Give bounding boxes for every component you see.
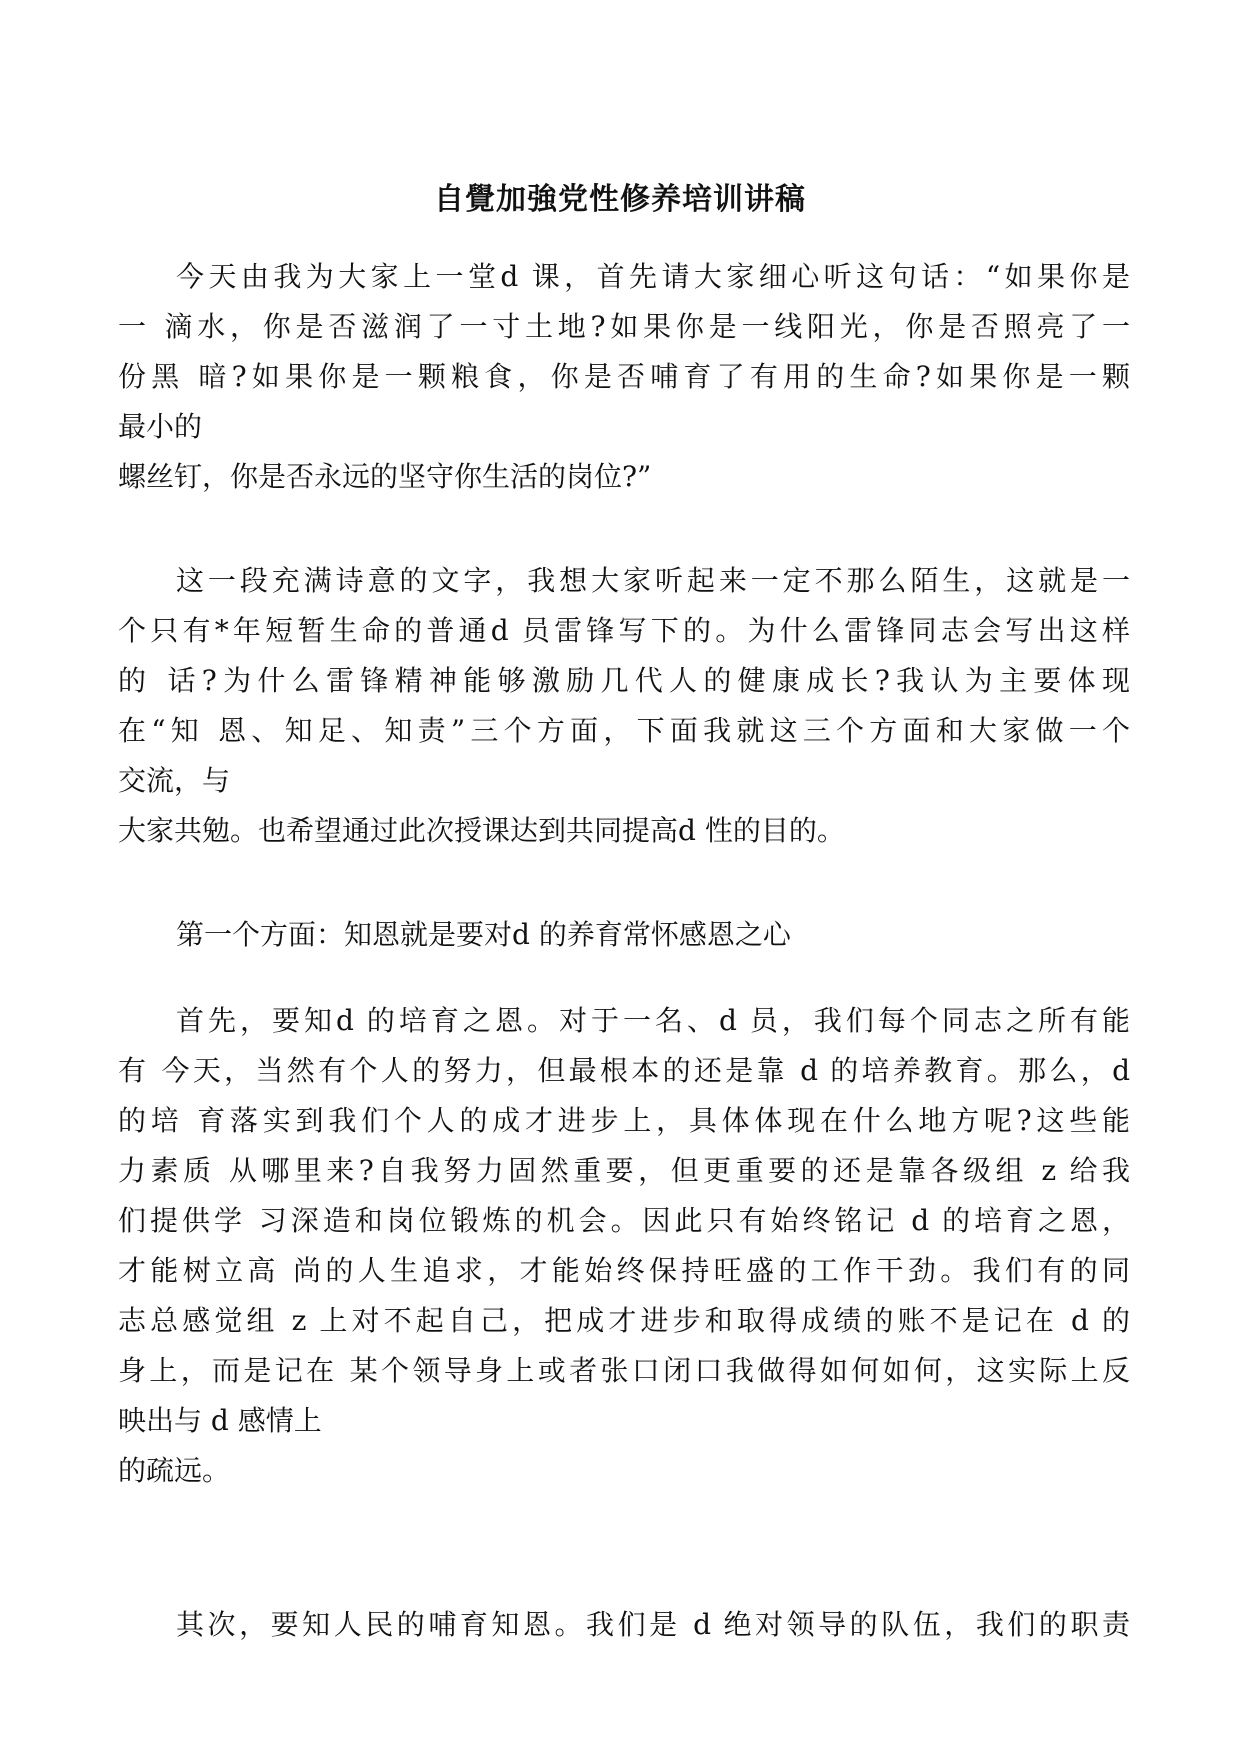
text-line: 映出与 d 感情上 xyxy=(118,1404,322,1437)
paragraph-party-cultivation xyxy=(118,996,1130,1496)
text-line: 个只有*年短暂生命的普通d 员雷锋写下的。为什么雷锋同志会写出这样 xyxy=(118,614,1130,647)
text-line: 其次，要知人民的哺育知恩。我们是 d 绝对领导的队伍，我们的职责 xyxy=(176,1608,1130,1641)
text-line: 第一个方面：知恩就是要对d 的养育常怀感恩之心 xyxy=(176,918,791,951)
paragraph-people-nurture xyxy=(118,1600,1130,1650)
text-line: 的 话?为什么雷锋精神能够激励几代人的健康成长?我认为主要体现 xyxy=(118,664,1130,697)
text-line: 最小的 xyxy=(118,410,203,443)
text-line: 才能树立高 尚的人生追求，才能始终保持旺盛的工作干劲。我们有的同 xyxy=(118,1254,1130,1287)
text-line: 这一段充满诗意的文字，我想大家听起来一定不那么陌生，这就是一 xyxy=(176,564,1130,597)
text-line: 今天由我为大家上一堂d 课，首先请大家细心听这句话：“如果你是 xyxy=(176,260,1130,293)
text-line: 们提供学 习深造和岗位锻炼的机会。因此只有始终铭记 d 的培育之恩， xyxy=(118,1204,1130,1237)
text-line: 志总感觉组 z 上对不起自己，把成才进步和取得成绩的账不是记在 d 的 xyxy=(118,1304,1130,1337)
document-title: 自覺加強党性修养培训讲稿 xyxy=(434,182,806,217)
text-line: 大家共勉。也希望通过此次授课达到共同提高d 性的目的。 xyxy=(118,814,845,847)
text-line: 份黑 暗?如果你是一颗粮食，你是否哺育了有用的生命?如果你是一颗 xyxy=(118,360,1130,393)
text-line: 交流，与 xyxy=(118,764,231,797)
text-line: 一 滴水，你是否滋润了一寸土地?如果你是一线阳光，你是否照亮了一 xyxy=(118,310,1130,343)
section-heading-first-aspect xyxy=(118,910,1130,960)
paragraph-leifeng xyxy=(118,556,1130,856)
text-line: 首先，要知d 的培育之恩。对于一名、d 员，我们每个同志之所有能 xyxy=(176,1004,1130,1037)
text-line: 的培 育落实到我们个人的成才进步上，具体体现在什么地方呢?这些能 xyxy=(118,1104,1130,1137)
text-line: 力素质 从哪里来?自我努力固然重要，但更重要的还是靠各级组 z 给我 xyxy=(118,1154,1130,1187)
text-line: 身上，而是记在 某个领导身上或者张口闭口我做得如何如何，这实际上反 xyxy=(118,1354,1130,1387)
paragraph-intro xyxy=(118,252,1130,502)
text-line: 在“知 恩、知足、知责”三个方面，下面我就这三个方面和大家做一个 xyxy=(118,714,1130,747)
text-line: 螺丝钉，你是否永远的坚守你生活的岗位?” xyxy=(118,460,652,493)
text-line: 的疏远。 xyxy=(118,1454,231,1487)
text-line: 有 今天，当然有个人的努力，但最根本的还是靠 d 的培养教育。那么，d xyxy=(118,1054,1130,1087)
